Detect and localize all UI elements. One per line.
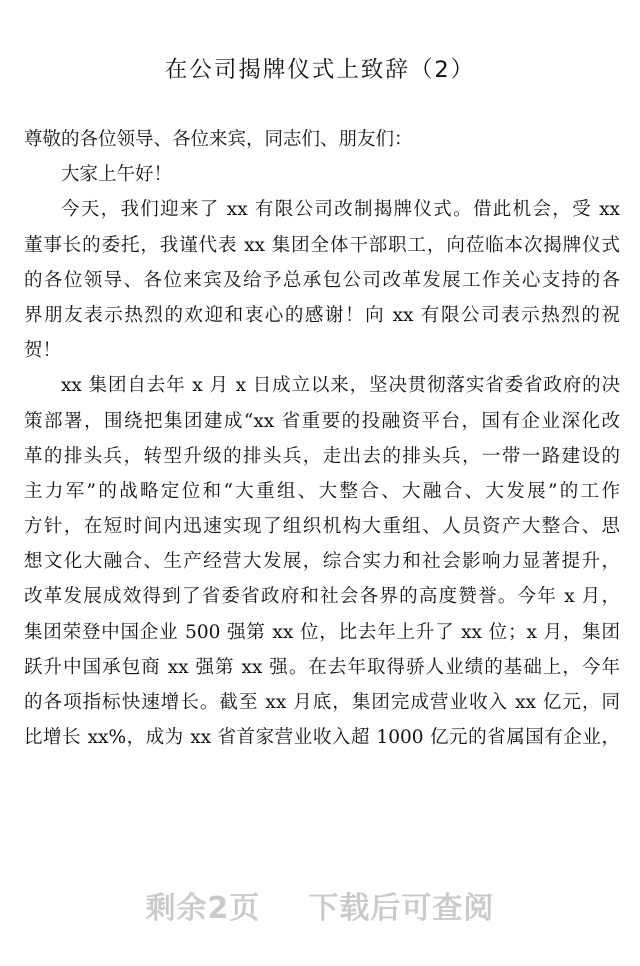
paragraph-2-line: 主力军”的战略定位和“大重组、大整合、大融合、大发展”的工作: [24, 480, 620, 502]
paragraph-2-line: 跃升中国承包商 xx 强第 xx 强。在去年取得骄人业绩的基础上，今年: [24, 656, 620, 678]
download-watermark: [0, 883, 640, 927]
remaining-pages-text: 剩余2页: [145, 891, 261, 926]
download-hint-text: 下载后可查阅: [308, 891, 495, 926]
paragraph-1-line: 董事长的委托，我谨代表 xx 集团全体干部职工，向莅临本次揭牌仪式: [24, 234, 620, 256]
paragraph-1-line: 的各位领导、各位来宾及给予总承包公司改革发展工作关心支持的各: [24, 269, 620, 291]
paragraph-2-line: 革的排头兵，转型升级的排头兵，走出去的排头兵，一带一路建设的: [24, 445, 620, 467]
paragraph-1-line: 贺！: [24, 340, 62, 362]
paragraph-2-line: 比增长 xx%，成为 xx 省首家营业收入超 1000 亿元的省属国有企业，: [24, 727, 620, 749]
paragraph-2-line: 方针，在短时间内迅速实现了组织机构大重组、人员资产大整合、思: [24, 516, 620, 538]
salutation-line: 尊敬的各位领导、各位来宾，同志们、朋友们：: [24, 129, 413, 150]
document-title: 在公司揭牌仪式上致辞（2）: [164, 57, 476, 83]
paragraph-2-line: 策部署，围绕把集团建成“xx 省重要的投融资平台，国有企业深化改: [24, 410, 620, 432]
paragraph-2-line: 改革发展成效得到了省委省政府和社会各界的高度赞誉。今年 x 月，: [24, 586, 620, 608]
paragraph-2-line: 的各项指标快速增长。截至 xx 月底，集团完成营业收入 xx 亿元，同: [24, 692, 620, 713]
paragraph-1-line: 界朋友表示热烈的欢迎和衷心的感谢！向 xx 有限公司表示热烈的祝: [24, 304, 620, 326]
paragraph-2-line: xx 集团自去年 x 月 x 日成立以来，坚决贯彻落实省委省政府的决: [61, 375, 620, 397]
document-body: [24, 122, 620, 755]
greeting-line: 大家上午好！: [61, 164, 173, 186]
paragraph-2-line: 集团荣登中国企业 500 强第 xx 位，比去年上升了 xx 位；x 月，集团: [24, 621, 620, 643]
paragraph-1-line: 今天，我们迎来了 xx 有限公司改制揭牌仪式。借此机会，受 xx: [61, 199, 620, 221]
paragraph-2-line: 想文化大融合、生产经营大发展，综合实力和社会影响力显著提升，: [24, 551, 620, 573]
